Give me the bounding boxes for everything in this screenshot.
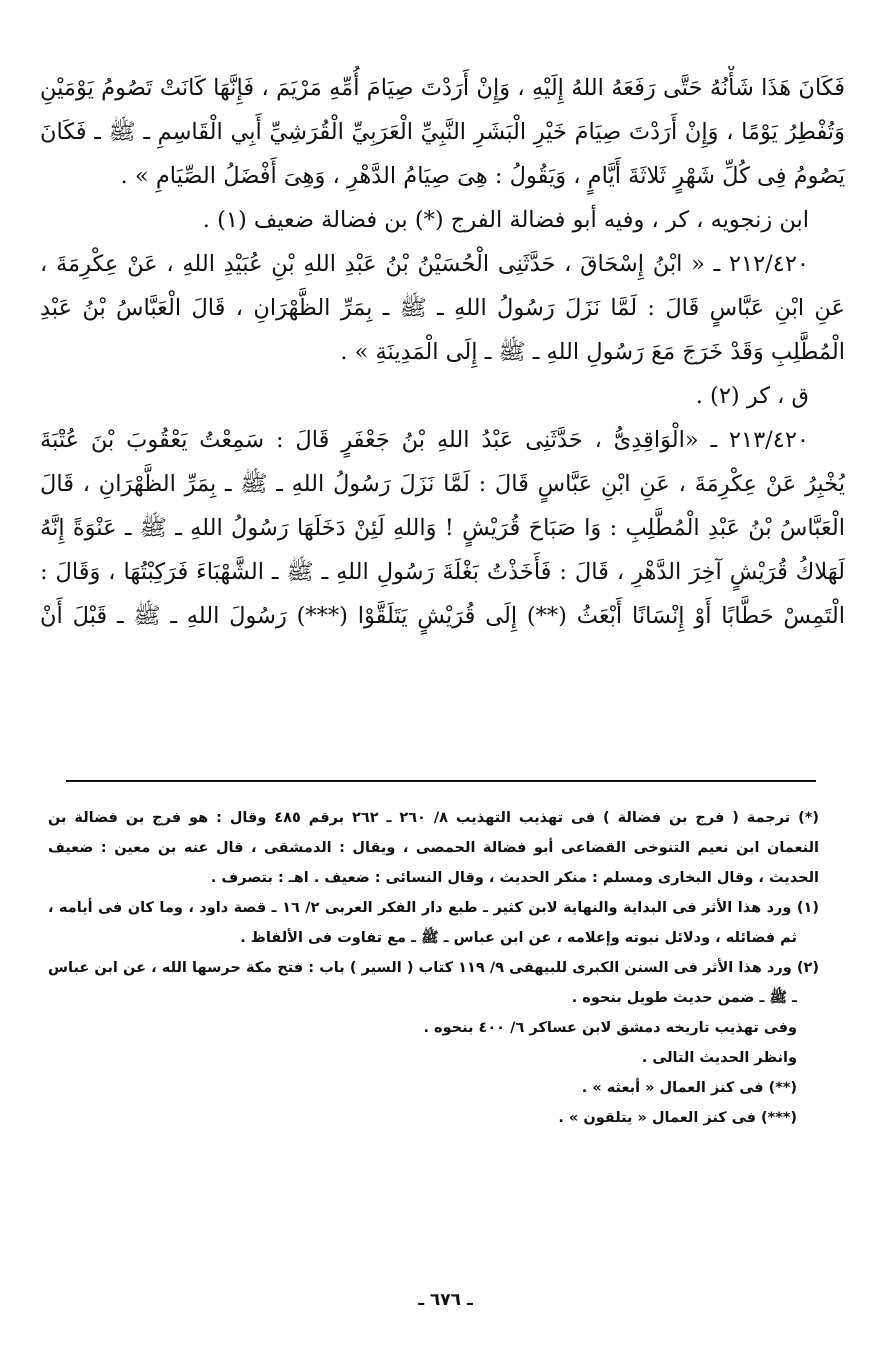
footnote-line: (*) ترجمة ( فرج بن فضالة ) فى تهذيب التهذيب ٨/ ٢٦٠ ـ ٢٦٢ برقم ٤٨٥ وقال : هو فرج بن فضالة بن [48, 810, 819, 826]
footnote-line: (٢) ورد هذا الأثر فى السنن الكبرى للبيهقى ٩/ ١١٩ كتاب ( السير ) باب : فتح مكة حرسها الله ، عن ابن عباس [48, 960, 819, 976]
text-line: ٢١٢/٤٢٠ ـ « ابْنُ إِسْحَاقَ ، حَدَّثَنِى الْحُسَيْنُ بْنُ عَبْدِ اللهِ بْنِ عُبَيْدِ اللهِ ، عَنْ عِكْرِمَةَ ، [40, 251, 809, 277]
text-line: يَصُومُ فِى كُلِّ شَهْرٍ ثَلاثَةَ أَيَّامٍ ، وَيَقُولُ : هِىَ صِيَامُ الدَّهْرِ ، وَهِىَ أَفْضَلُ الصِّيَامِ » . [120, 163, 845, 189]
main-text-body [40, 66, 845, 638]
text-line: يُخْبِرُ عَنْ عِكْرِمَةَ ، عَنِ ابْنِ عَبَّاسٍ قَالَ : لَمَّا نَزَلَ رَسُولُ اللهِ ـ ﷺ ـ بِمَرِّ الظَّهْرَانِ ، قَالَ [40, 471, 845, 497]
footnote-line: ـ ﷺ ـ ضمن حديث طويل بنحوه . [571, 990, 797, 1006]
text-line: لَهَلاكُ قُرَيْشٍ آخِرَ الدَّهْرِ ، قَالَ : فَأَخَذْتُ بَغْلَةَ رَسُولِ اللهِ ـ ﷺ ـ الشَّهْبَاءَ فَرَكِبْتُهَا ، وَقَالَ : [40, 559, 845, 585]
text-line: ق ، كر (٢) . [695, 383, 809, 409]
footnote-line: (**) فى كنز العمال « أبعثه » . [581, 1080, 797, 1096]
footnote-line: (***) فى كنز العمال « يتلقون » . [558, 1110, 797, 1126]
text-line: ابن زنجويه ، كر ، وفيه أبو فضالة الفرج (*) بن فضالة ضعيف (١) . [202, 207, 809, 233]
footnote-separator [66, 780, 816, 782]
text-line: وَتُفْطِرُ يَوْمًا ، وَإِنْ أَرَدْتَ صِيَامَ خَيْرِ الْبَشَرِ النَّبِيِّ الْعَرَبِيِّ الْقُرَشِيِّ أَبِي الْقَاسِمِ ـ ﷺ ـ فَكَانَ [40, 119, 845, 145]
text-line: الْتَمِسْ حَطَّابًا أَوْ إِنْسَانًا أَبْعَثُ (**) إِلَى قُرَيْشٍ يَتَلَقَّوْا (***) رَسُولَ اللهِ ـ ﷺ ـ قَبْلَ أَنْ [40, 603, 845, 629]
footnotes-section [48, 803, 819, 1133]
page-number: ـ ٦٧٦ ـ [418, 1290, 473, 1310]
text-line: ٢١٣/٤٢٠ ـ «الْوَاقِدِىُّ ، حَدَّثَنِى عَبْدُ اللهِ بْنُ جَعْفَرٍ قَالَ : سَمِعْتُ يَعْقُوبَ بْنَ عُتْبَةَ [40, 427, 809, 453]
footnote-line: الحديث ، وقال البخارى ومسلم : منكر الحديث ، وقال النسائى : ضعيف . اهـ : بتصرف . [210, 870, 819, 886]
footnote-line: وفى تهذيب تاريخه دمشق لابن عساكر ٦/ ٤٠٠ بنحوه . [423, 1020, 797, 1036]
footnote-line: النعمان ابن نعيم التنوخى القضاعى أبو فضالة الحمصى ، ويقال : الدمشقى ، قال عنه بن معين : ضعيف [48, 840, 819, 856]
footnote-line: (١) ورد هذا الأثر فى البداية والنهاية لابن كثير ـ طبع دار الفكر العربى ٢/ ١٦ ـ قصة داود ، وما كان فى أيامه ، [48, 900, 819, 916]
footnote-line: وانظر الحديث التالى . [641, 1050, 797, 1066]
footnote-line: ثم فضائله ، ودلائل نبوته وإعلامه ، عن ابن عباس ـ ﷺ ـ مع تفاوت فى الألفاظ . [240, 930, 797, 946]
text-line: الْعَبَّاسُ بْنُ عَبْدِ الْمُطَّلِبِ : وَا صَبَاحَ قُرَيْشٍ ! وَاللهِ لَئِنْ دَخَلَهَا رَسُولُ اللهِ ـ ﷺ ـ عَنْوَةً إِنَّهُ [40, 515, 845, 541]
text-line: عَنِ ابْنِ عَبَّاسٍ قَالَ : لَمَّا نَزَلَ رَسُولُ اللهِ ـ ﷺ ـ بِمَرِّ الظَّهْرَانِ ، قَالَ الْعَبَّاسُ بْنُ عَبْدِ [40, 295, 845, 321]
text-line: الْمُطَّلِبِ وَقَدْ خَرَجَ مَعَ رَسُولِ اللهِ ـ ﷺ ـ إِلَى الْمَدِينَةِ » . [340, 339, 845, 365]
text-line: فَكَانَ هَذَا شَأْنُهُ حَتَّى رَفَعَهُ اللهُ إِلَيْهِ ، وَإِنْ أَرَدْتَ صِيَامَ أُمِّهِ مَرْيَمَ ، فَإِنَّهَا كَانَتْ تَصُومُ يَوْمَيْنِ [40, 75, 845, 101]
